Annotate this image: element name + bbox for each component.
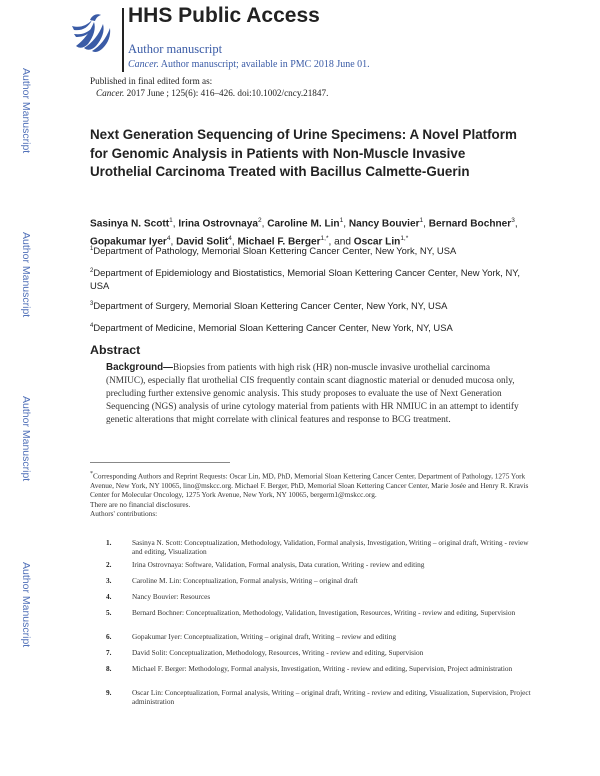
citation-journal: Cancer.: [96, 87, 125, 98]
author-separator: ,: [172, 218, 179, 230]
contributions-heading: Authors' contributions:: [90, 509, 158, 519]
author-name: Bernard Bochner: [428, 218, 512, 230]
author-separator: , and: [328, 236, 354, 248]
author-affiliation-sup: 2: [258, 217, 262, 224]
published-in-label: Published in final edited form as:: [90, 76, 213, 86]
contribution-number: 5.: [106, 608, 112, 617]
hhs-eagle-logo-icon: [70, 6, 116, 56]
author-affiliation-sup: 3: [511, 217, 515, 224]
contribution-number: 6.: [106, 632, 112, 641]
financial-disclosure: There are no financial disclosures.: [90, 499, 191, 509]
contribution-text: Gopakumar Iyer: Conceptualization, Writing – original draft, Writing – review and editing: [132, 632, 396, 641]
journal-availability-line: [128, 59, 370, 70]
author-manuscript-label: Author manuscript: [128, 42, 223, 56]
author-affiliation-sup: 4: [166, 235, 171, 243]
abstract-background-label: Background—: [106, 362, 173, 373]
author-affiliation-sup: 4: [228, 235, 232, 243]
article-title: Next Generation Sequencing of Urine Specimens: A Novel Platform for Genomic Analysis in Patients with Non-Muscle Invasive Urothelial Carcinoma Treated with Bacillus Calmette-Guerin: [90, 127, 517, 179]
contribution-number: 2.: [106, 560, 112, 569]
corresponding-author-note: [90, 470, 535, 500]
citation-details: 2017 June ; 125(6): 416–426. doi:10.1002/cncy.21847.: [124, 87, 329, 98]
affiliation-text: Department of Epidemiology and Biostatistics, Memorial Sloan Kettering Cancer Center, New York, NY, USA: [90, 267, 520, 292]
author-affiliation-sup: 1,*: [320, 235, 329, 243]
abstract-background: [106, 361, 526, 427]
author-name: Irina Ostrovnaya: [178, 218, 259, 230]
footnote-mark: *: [90, 471, 94, 477]
author-name: Michael F. Berger: [237, 236, 321, 248]
affiliation-number: 1: [90, 246, 94, 252]
abstract-heading: Abstract: [90, 343, 141, 357]
contribution-number: 4.: [106, 592, 112, 601]
contribution-number: 8.: [106, 664, 112, 673]
affiliation: [90, 265, 530, 292]
author-name: Caroline M. Lin: [267, 218, 340, 230]
affiliation-text: Department of Pathology, Memorial Sloan Kettering Cancer Center, New York, NY, USA: [93, 245, 457, 257]
author-separator: ,: [170, 236, 177, 248]
affiliation-number: 4: [90, 323, 94, 329]
contribution-text: Oscar Lin: Conceptualization, Formal analysis, Writing – original draft, Writing - review and editing, Visualization, Supervision, Project administration: [132, 688, 531, 707]
contribution-text: Irina Ostrovnaya: Software, Validation, Formal analysis, Data curation, Writing - review and editing: [132, 560, 425, 569]
journal-name: Cancer.: [128, 59, 159, 70]
contribution-text: Sasinya N. Scott: Conceptualization, Methodology, Validation, Formal analysis, Investigation, Writing – original draft, Writing - review and editing, Visualization: [132, 538, 529, 557]
abstract-background-text: Biopsies from patients with high risk (HR) non-muscle invasive urothelial carcinoma (NMIUC), especially flat urothelial CIS frequently contain scant diagnostic material or denuded mucosa only, precluding further extensive genomic analysis. This study proposes to evaluate the use of Next Generation Sequencing (NGS) analysis of urine cytology material from patients with HR NMIUC in an attempt to identify genetic alterations that might correlate with clinical features and response to BCG treatment.: [106, 363, 519, 425]
affiliation: [90, 243, 530, 257]
availability-text: Author manuscript; available in PMC 2018 June 01.: [158, 59, 370, 70]
affiliation-text: Department of Surgery, Memorial Sloan Kettering Cancer Center, New York, NY, USA: [93, 300, 448, 312]
contribution-text: Michael F. Berger: Methodology, Formal analysis, Investigation, Writing - review and editing, Supervision, Project administration: [132, 664, 513, 673]
author-name: Oscar Lin: [353, 236, 401, 248]
contribution-text: David Solit: Conceptualization, Methodology, Resources, Writing - review and editing, Supervision: [132, 648, 424, 657]
sidebar-author-manuscript-label: Author Manuscript: [20, 68, 32, 154]
author-separator: ,: [514, 218, 518, 230]
hhs-public-access-title: HHS Public Access: [128, 4, 320, 27]
contribution-text: Caroline M. Lin: Conceptualization, Formal analysis, Writing – original draft: [132, 576, 358, 585]
affiliation-number: 2: [90, 268, 94, 274]
footnote-divider: [90, 462, 230, 463]
contribution-text: Nancy Bouvier: Resources: [132, 592, 211, 601]
author-separator: ,: [343, 218, 349, 230]
publication-info: [90, 76, 328, 99]
author-name: Sasinya N. Scott: [90, 218, 170, 230]
author-affiliation-sup: 1,*: [400, 235, 409, 243]
author-affiliation-sup: 1: [339, 217, 344, 224]
contribution-number: 1.: [106, 538, 112, 547]
author-name: David Solit: [176, 236, 229, 248]
footnotes: [90, 470, 535, 518]
affiliation-number: 3: [90, 301, 94, 307]
hhs-header: [70, 4, 570, 70]
sidebar-author-manuscript-label: Author Manuscript: [20, 232, 32, 318]
author-separator: ,: [261, 218, 268, 230]
affiliation: [90, 298, 530, 312]
contribution-number: 3.: [106, 576, 112, 585]
contribution-number: 9.: [106, 688, 112, 697]
corresponding-author-text: Corresponding Authors and Reprint Requests: Oscar Lin, MD, PhD, Memorial Sloan Kettering Cancer Center, Department of Pathology, 1275 York Avenue, New York, NY 10065, lino@mskcc.org. Michael F. Berger, PhD, Memorial Sloan Kettering Cancer Center, Marie Josée and Henry R. Kravis Center for Molecular Oncology, 1275 York Avenue, New York, NY 10065, bergerm1@mskcc.org.: [90, 471, 529, 500]
author-separator: ,: [231, 236, 238, 248]
author-name: Nancy Bouvier: [348, 218, 420, 230]
header-divider: [122, 8, 124, 72]
contribution-number: 7.: [106, 648, 112, 657]
author-affiliation-sup: 1: [169, 217, 173, 224]
sidebar-author-manuscript-label: Author Manuscript: [20, 562, 32, 648]
contribution-text: Bernard Bochner: Conceptualization, Methodology, Validation, Investigation, Resources, Writing - review and editing, Supervision: [132, 608, 516, 617]
author-affiliation-sup: 1: [419, 217, 424, 224]
citation-line: [90, 88, 328, 100]
sidebar-author-manuscript-label: Author Manuscript: [20, 396, 32, 482]
author-name: Gopakumar Iyer: [90, 236, 167, 248]
author-separator: ,: [423, 218, 429, 230]
affiliation: [90, 320, 530, 334]
affiliation-text: Department of Medicine, Memorial Sloan Kettering Cancer Center, New York, NY, USA: [93, 322, 453, 334]
